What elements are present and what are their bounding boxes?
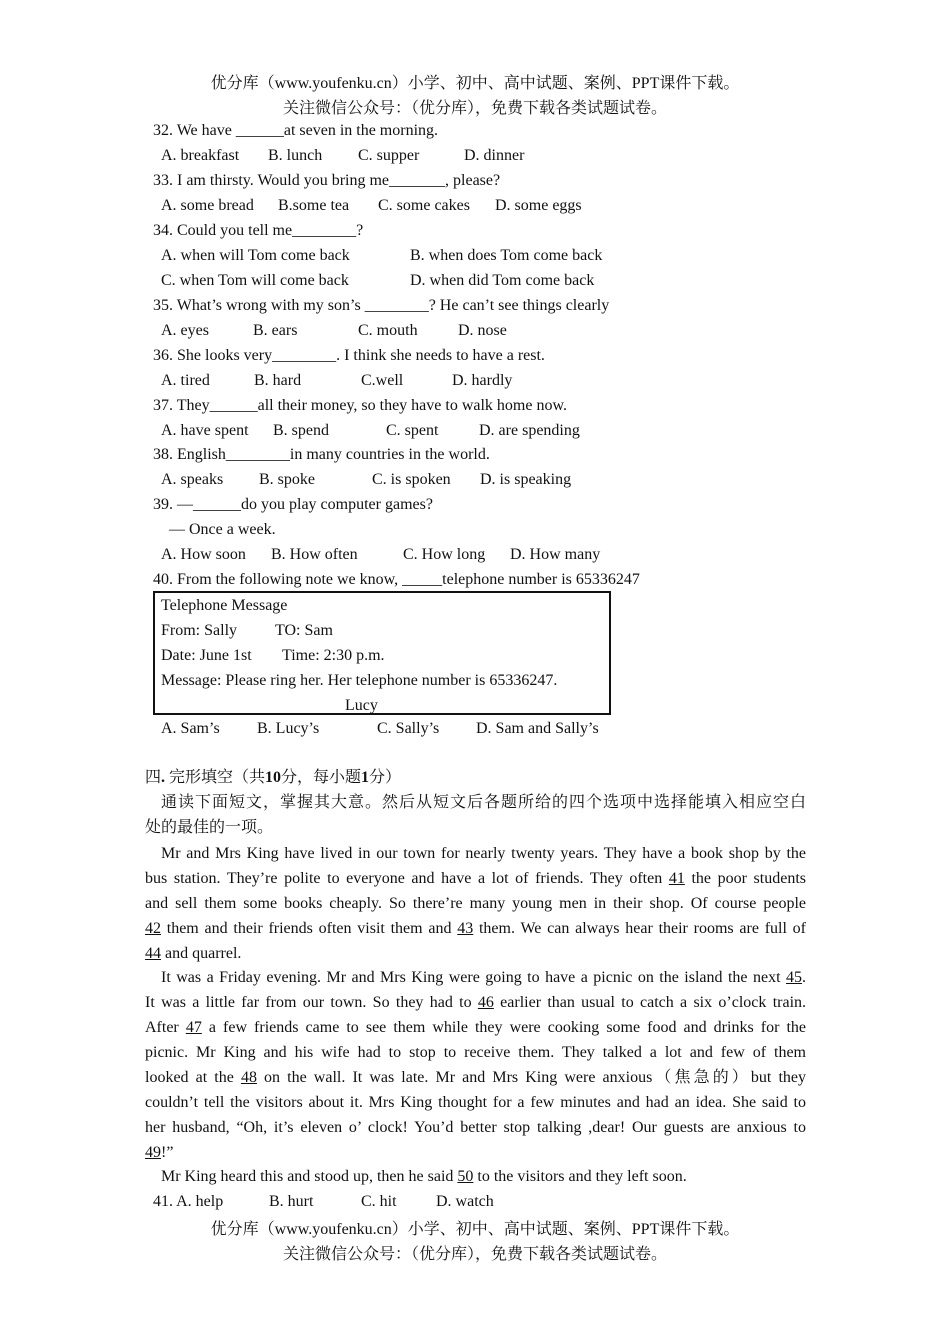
note-message: Message: Please ring her. Her telephone number is 65336247. — [161, 672, 558, 689]
q39-option-a: A. How soon — [161, 546, 246, 563]
question-36-stem: 36. She looks very________. I think she needs to have a rest. — [153, 347, 545, 364]
q34-option-c: C. when Tom will come back — [161, 272, 349, 289]
passage-line-12: her husband, “Oh, it’s eleven o’ clock! You’d better stop talking ,dear! Our guests are anxious to — [145, 1119, 806, 1136]
question-37-stem: 37. They______all their money, so they have to walk home now. — [153, 397, 567, 414]
passage-text: After — [145, 1019, 186, 1036]
passage-text: It was a Friday evening. Mr and Mrs King were going to have a picnic on the island the next — [161, 969, 786, 986]
question-33-stem: 33. I am thirsty. Would you bring me_______, please? — [153, 172, 501, 189]
passage-line-8 — [145, 1017, 806, 1039]
passage-text: . — [802, 969, 806, 986]
q35-option-d: D. nose — [458, 322, 507, 339]
q33-option-a: A. some bread — [161, 197, 254, 214]
q35-option-c: C. mouth — [358, 322, 418, 339]
passage-line-9: picnic. Mr King and his wife had to stop to receive them. They talked a lot and few of them — [145, 1044, 806, 1061]
passage-line-4 — [145, 918, 806, 940]
q40-option-a: A. Sam’s — [161, 720, 220, 737]
question-35-stem: 35. What’s wrong with my son’s ________? He can’t see things clearly — [153, 297, 610, 314]
footer-line-1: 优分库（www.youfenku.cn）小学、初中、高中试题、案例、PPT课件下载。 — [210, 1221, 740, 1238]
section-4-label: 完形填空（共 — [169, 769, 266, 786]
q33-option-c: C. some cakes — [378, 197, 470, 214]
passage-line-3: and sell them some books cheaply. So there’re many young men in their shop. Of course people — [145, 895, 806, 912]
header-line-1: 优分库（www.youfenku.cn）小学、初中、高中试题、案例、PPT课件下载。 — [210, 75, 740, 92]
q34-option-a: A. when will Tom come back — [161, 247, 350, 264]
q39-option-d: D. How many — [510, 546, 601, 563]
passage-text: a few friends came to see them while they were cooking some food and drinks for the — [201, 1019, 806, 1036]
q34-option-b: B. when does Tom come back — [410, 247, 603, 264]
passage-text: looked at the — [145, 1069, 241, 1086]
q38-option-b: B. spoke — [259, 471, 315, 488]
passage-text: Mr King heard this and stood up, then he said — [161, 1168, 458, 1185]
passage-line-5 — [145, 943, 241, 965]
section-4-number: 四 — [145, 769, 162, 786]
q35-option-a: A. eyes — [161, 322, 209, 339]
q35-option-b: B. ears — [253, 322, 298, 339]
passage-line-7 — [145, 992, 806, 1014]
note-signature: Lucy — [345, 697, 378, 714]
section-4-label-3: 分） — [369, 769, 402, 786]
passage-text: earlier than usual to catch a six o’clock train. — [493, 994, 807, 1011]
header-line-2: 关注微信公众号：（优分库），免费下载各类试题试卷。 — [282, 100, 667, 117]
blank-48: 48 — [240, 1069, 257, 1086]
q33-option-b: B.some tea — [278, 197, 350, 214]
passage-text: It was a little far from our town. So they had to — [145, 994, 478, 1011]
passage-text: them and their friends often visit them and — [161, 920, 458, 937]
q36-option-c: C.well — [361, 372, 404, 389]
blank-41: 41 — [668, 870, 685, 887]
q33-option-d: D. some eggs — [495, 197, 582, 214]
passage-line-1: Mr and Mrs King have lived in our town for nearly twenty years. They have a book shop by the — [161, 845, 806, 862]
q41-option-d: D. watch — [436, 1193, 494, 1210]
passage-text: !” — [161, 1144, 174, 1161]
blank-42: 42 — [145, 920, 161, 937]
q36-option-d: D. hardly — [452, 372, 513, 389]
passage-text: on the wall. It was late. Mr and Mrs King were anxious（焦急的）but they — [256, 1069, 807, 1086]
note-date: Date: June 1st — [161, 647, 252, 664]
passage-text: to the visitors and they left soon. — [473, 1168, 687, 1185]
question-40-stem: 40. From the following note we know, _____telephone number is 65336247 — [153, 571, 640, 588]
q37-option-c: C. spent — [386, 422, 439, 439]
question-38-stem: 38. English________in many countries in the world. — [153, 446, 490, 463]
note-title: Telephone Message — [161, 597, 288, 614]
q41-option-b: B. hurt — [269, 1193, 314, 1210]
telephone-message-box — [153, 591, 611, 715]
passage-line-2 — [145, 868, 806, 890]
question-32-stem: 32. We have ______at seven in the morning. — [153, 122, 439, 139]
note-to: TO: Sam — [275, 622, 333, 639]
passage-text: and quarrel. — [161, 945, 242, 962]
section-4-total-score: 10 — [265, 769, 282, 786]
q36-option-b: B. hard — [254, 372, 302, 389]
q32-option-d: D. dinner — [464, 147, 525, 164]
passage-line-11: couldn’t tell the visitors about it. Mrs King thought for a few minutes and had an idea. She said to — [145, 1094, 806, 1111]
q38-option-d: D. is speaking — [480, 471, 572, 488]
section-4-dot: . — [161, 769, 170, 786]
q38-option-c: C. is spoken — [372, 471, 451, 488]
passage-line-6 — [161, 967, 806, 989]
question-39-stem: 39. —______do you play computer games? — [153, 496, 433, 513]
passage-line-10 — [145, 1067, 806, 1089]
q37-option-a: A. have spent — [161, 422, 249, 439]
passage-line-13 — [145, 1142, 173, 1164]
blank-45: 45 — [786, 969, 802, 986]
q38-option-a: A. speaks — [161, 471, 224, 488]
note-time: Time: 2:30 p.m. — [282, 647, 385, 664]
passage-text: bus station. They’re polite to everyone and have a lot of friends. They often — [145, 870, 669, 887]
q39-option-c: C. How long — [403, 546, 486, 563]
blank-50: 50 — [457, 1168, 474, 1185]
q39-option-b: B. How often — [271, 546, 358, 563]
section-4-title — [145, 767, 401, 789]
passage-text: the poor students — [684, 870, 807, 887]
q40-option-c: C. Sally’s — [377, 720, 440, 737]
blank-46: 46 — [477, 994, 494, 1011]
section-4-item-score: 1 — [361, 769, 370, 786]
question-34-stem: 34. Could you tell me________? — [153, 222, 364, 239]
passage-line-14 — [161, 1166, 687, 1188]
blank-49: 49 — [145, 1144, 161, 1161]
q32-option-a: A. breakfast — [161, 147, 240, 164]
q36-option-a: A. tired — [161, 372, 210, 389]
blank-47: 47 — [185, 1019, 202, 1036]
note-from: From: Sally — [161, 622, 238, 639]
q37-option-d: D. are spending — [479, 422, 580, 439]
q41-stem-option-a: 41. A. help — [153, 1193, 224, 1210]
q37-option-b: B. spend — [273, 422, 329, 439]
passage-text: them. We can always hear their rooms are full of — [473, 920, 807, 937]
q40-option-d: D. Sam and Sally’s — [476, 720, 599, 737]
q40-option-b: B. Lucy’s — [257, 720, 320, 737]
blank-44: 44 — [145, 945, 161, 962]
section-4-instruction-2: 处的最佳的一项。 — [145, 819, 274, 836]
q32-option-b: B. lunch — [268, 147, 323, 164]
section-4-instruction-1: 通读下面短文，掌握其大意。然后从短文后各题所给的四个选项中选择能填入相应空白 — [161, 794, 806, 811]
blank-43: 43 — [457, 920, 474, 937]
question-39-reply: — Once a week. — [169, 521, 276, 538]
section-4-label-2: 分，每小题 — [281, 769, 362, 786]
footer-line-2: 关注微信公众号：（优分库），免费下载各类试题试卷。 — [282, 1246, 667, 1263]
q34-option-d: D. when did Tom come back — [410, 272, 595, 289]
q41-option-c: C. hit — [361, 1193, 397, 1210]
q32-option-c: C. supper — [358, 147, 420, 164]
